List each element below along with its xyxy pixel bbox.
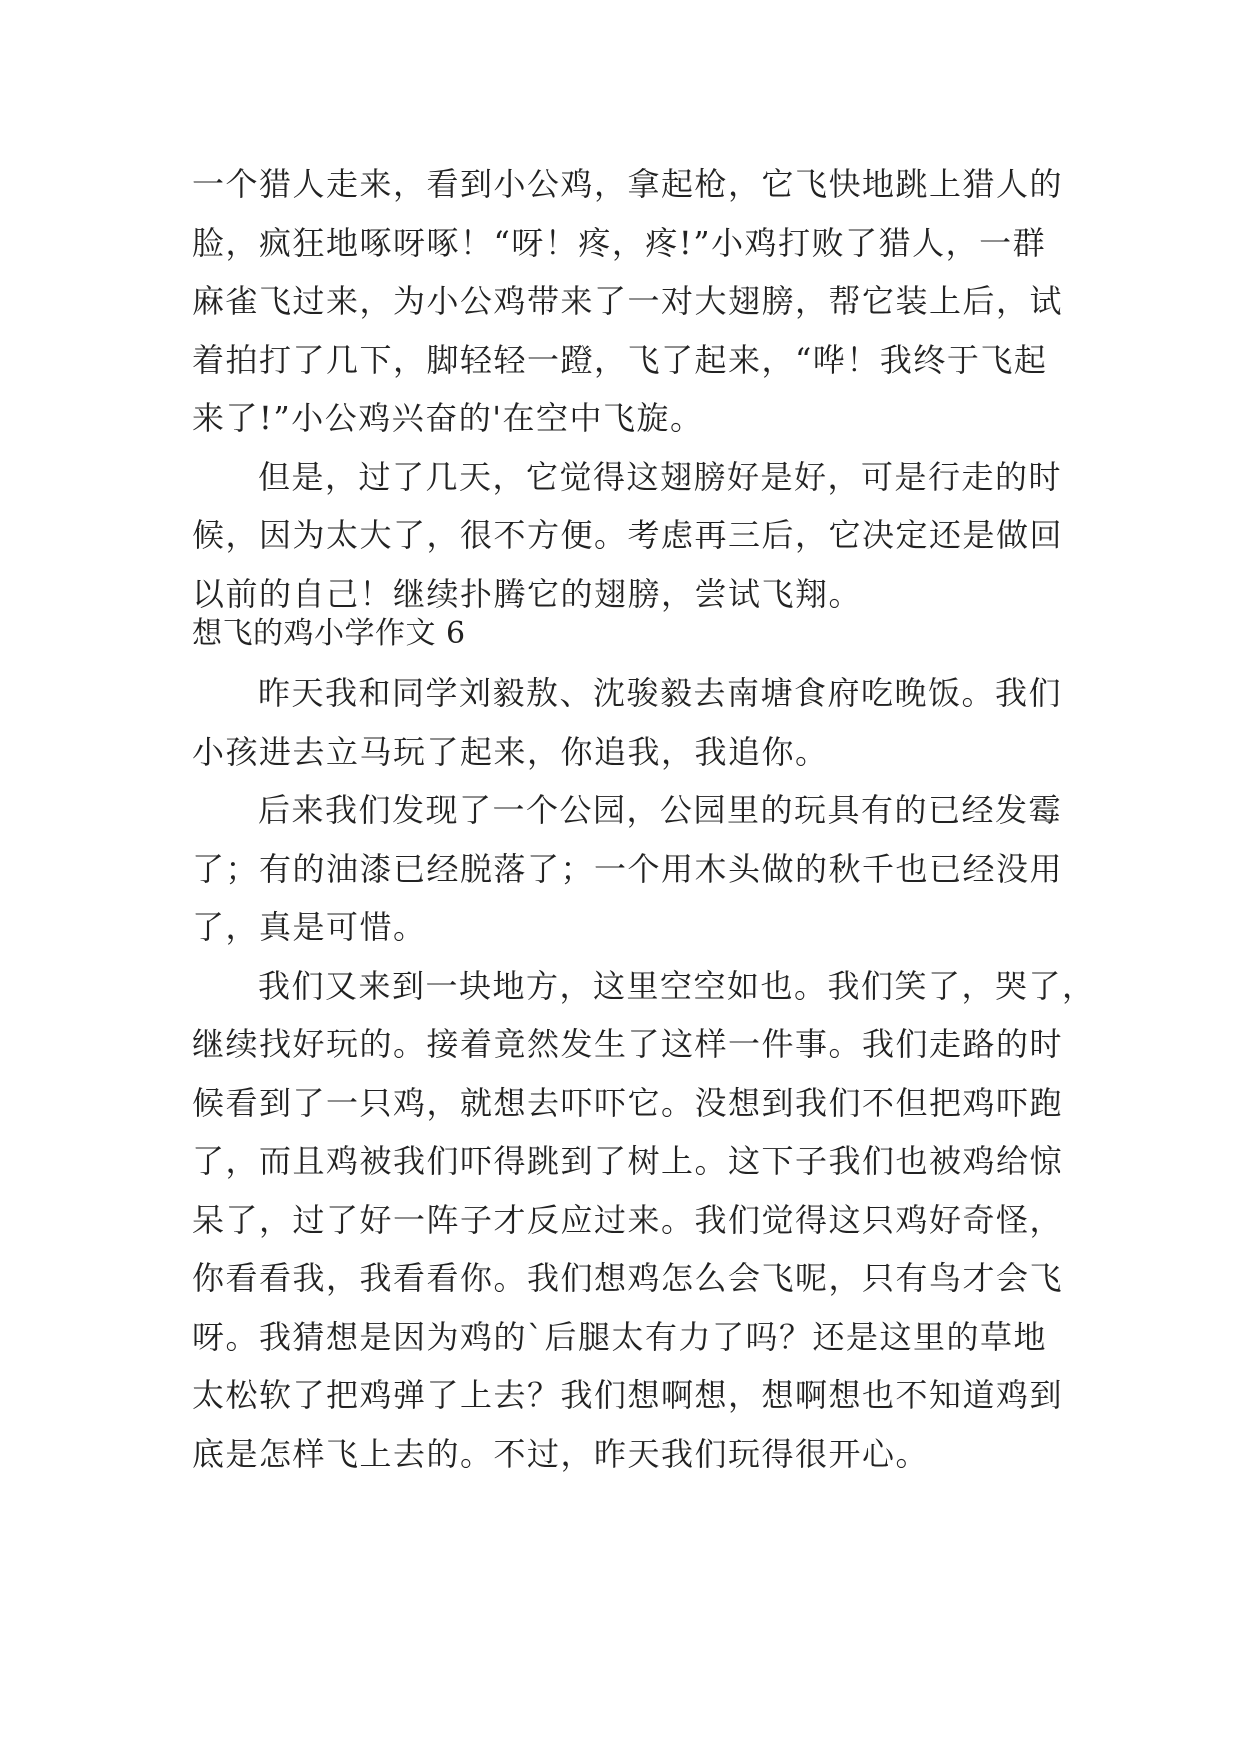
story-continuation: [192, 155, 1072, 623]
section-title: 想飞的鸡小学作文 6: [192, 616, 466, 651]
paragraph-line: 小孩进去立马玩了起来，你追我，我追你。: [192, 732, 829, 771]
paragraph-line: 后来我们发现了一个公园，公园里的玩具有的已经发霉: [258, 791, 1063, 829]
paragraph-line: 你看看我，我看看你。我们想鸡怎么会飞呢，只有鸟才会飞: [192, 1259, 1064, 1297]
paragraph-line: 了，而且鸡被我们吓得跳到了树上。这下子我们也被鸡给惊: [192, 1142, 1064, 1180]
paragraph-line: 底是怎样飞上去的。不过，昨天我们玩得很开心。: [192, 1434, 930, 1473]
paragraph-line: 麻雀飞过来，为小公鸡带来了一对大翅膀，帮它装上后，试: [192, 282, 1064, 320]
section-heading: [192, 605, 1072, 664]
section-body: [192, 664, 1096, 1483]
paragraph-line: 以前的自己！继续扑腾它的翅膀，尝试飞翔。: [192, 574, 863, 613]
paragraph-line: 候，因为太大了，很不方便。考虑再三后，它决定还是做回: [192, 516, 1064, 554]
paragraph-line: 着拍打了几下，脚轻轻一蹬，飞了起来，“哗！我终于飞起: [192, 340, 1048, 379]
paragraph-line: 继续找好玩的。接着竟然发生了这样一件事。我们走路的时: [192, 1025, 1064, 1063]
paragraph-line: 呀。我猜想是因为鸡的`后腿太有力了吗？还是这里的草地: [192, 1317, 1048, 1356]
paragraph-line: 但是，过了几天，它觉得这翅膀好是好，可是行走的时: [258, 457, 1063, 496]
paragraph-line: 太松软了把鸡弹了上去？我们想啊想，想啊想也不知道鸡到: [192, 1376, 1064, 1414]
paragraph-line: 来了!”小公鸡兴奋的'在空中飞旋。: [192, 399, 704, 437]
paragraph-line: 了，真是可惜。: [192, 908, 427, 946]
paragraph-line: 了；有的油漆已经脱落了；一个用木头做的秋千也已经没用: [192, 849, 1064, 888]
paragraph-line: 一个猎人走来，看到小公鸡，拿起枪，它飞快地跳上猎人的: [192, 165, 1064, 203]
paragraph-line: 候看到了一只鸡，就想去吓吓它。没想到我们不但把鸡吓跑: [192, 1083, 1064, 1122]
paragraph-line: 呆了，过了好一阵子才反应过来。我们觉得这只鸡好奇怪，: [192, 1200, 1064, 1239]
paragraph-line: 我们又来到一块地方，这里空空如也。我们笑了，哭了，: [258, 966, 1096, 1005]
paragraph-line: 脸，疯狂地啄呀啄！“呀！疼，疼!”小鸡打败了猎人，一群: [192, 223, 1047, 262]
paragraph-line: 昨天我和同学刘毅敖、沈骏毅去南塘食府吃晚饭。我们: [258, 674, 1063, 712]
